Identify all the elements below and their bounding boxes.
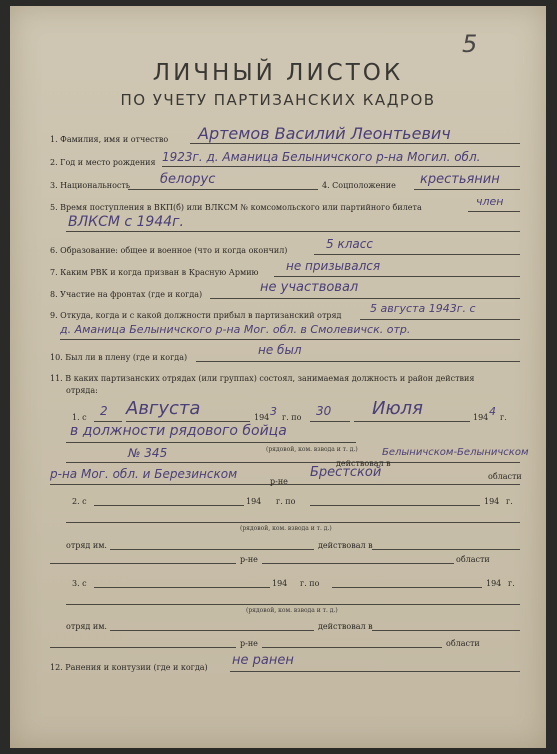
f5-line-a: [468, 211, 520, 212]
f6-value: 5 класс: [326, 237, 373, 251]
entry2-g: г.: [506, 497, 513, 506]
f10-value: не был: [258, 343, 302, 357]
entry1-po: г. по: [282, 413, 302, 422]
entry2-to-line: [310, 505, 480, 506]
f2-label: 2. Год и место рождения: [50, 158, 156, 167]
entry3-otryad-line: [110, 630, 314, 631]
entry2-region-line-a: [50, 563, 236, 564]
entry3-region-line-a: [50, 647, 236, 648]
entry2-prefix: 2. с: [72, 497, 87, 506]
f2-value: 1923г. д. Аманица Белыничского р-на Могил. обл.: [162, 150, 481, 164]
f5-value-a: член: [476, 195, 504, 208]
entry2-otryad-line: [110, 549, 314, 550]
entry3-region-line-b: [262, 647, 442, 648]
entry1-month2-line: [354, 421, 470, 422]
entry1-position: в должности рядового бойца: [70, 423, 287, 439]
entry2-year2: 194: [484, 497, 500, 506]
entry2-from-line: [94, 505, 244, 506]
f6-line: [314, 254, 520, 255]
entry1-day: 2: [100, 404, 108, 418]
f12-line: [230, 671, 520, 672]
entry3-rne: р-не: [240, 639, 258, 648]
entry1-month-line: [126, 421, 250, 422]
page-title: ЛИЧНЫЙ ЛИСТОК: [152, 60, 404, 86]
entry1-year-suffix: 3: [270, 405, 277, 418]
f3-line: [128, 189, 318, 190]
entry3-from-line: [94, 587, 270, 588]
entry3-prefix: 3. с: [72, 579, 87, 588]
entry2-caption: (рядовой, ком. взвода и т. д.): [240, 525, 332, 532]
entry3-year: 194: [272, 579, 288, 588]
f1-value: Артемов Василий Леонтьевич: [198, 124, 451, 143]
entry3-oblasti: области: [446, 639, 480, 648]
f9-value-a: 5 августа 1943г. с: [370, 302, 476, 315]
entry1-otryad-number: № 345: [128, 446, 168, 460]
f5-value-b: ВЛКСМ с 1944г.: [68, 214, 184, 230]
entry1-region-b: р-на Мог. обл. и Березинском: [50, 467, 238, 481]
f9-line-b: [60, 339, 520, 340]
entry1-year2-suffix: 4: [489, 405, 496, 418]
entry3-action: действовал в: [318, 622, 373, 631]
f5-label: 5. Время поступления в ВКП(б) или ВЛКСМ № комсомольского или партийного билета: [50, 203, 422, 212]
entry2-otryad: отряд им.: [66, 541, 107, 550]
entry2-po: г. по: [276, 497, 296, 506]
entry2-rne: р-не: [240, 555, 258, 564]
entry1-year2-prefix: 194: [473, 413, 489, 422]
entry3-to-line: [332, 587, 482, 588]
f3-label: 3. Национальность: [50, 181, 131, 190]
f2-line: [162, 166, 520, 167]
entry1-day2: 30: [316, 404, 332, 418]
entry3-position-line: [66, 604, 520, 605]
entry1-prefix: 1. с: [72, 413, 87, 422]
entry1-action: действовал в: [336, 459, 391, 468]
f1-line: [190, 143, 520, 144]
f4-label: 4. Соцположение: [322, 181, 396, 190]
f8-line: [210, 298, 520, 299]
entry1-month: Августа: [126, 398, 201, 419]
f3-value: белорус: [160, 172, 216, 187]
entry1-month2: Июля: [372, 398, 423, 419]
entry3-g: г.: [508, 579, 515, 588]
f5-line-b: [66, 231, 520, 232]
entry2-action-line: [372, 549, 520, 550]
f4-value: крестьянин: [420, 172, 500, 187]
f12-value: не ранен: [232, 653, 294, 668]
entry1-oblasti: области: [488, 472, 522, 481]
f7-label: 7. Каким РВК и когда призван в Красную Армию: [50, 268, 259, 277]
f11-label-b: отряда:: [66, 386, 98, 395]
f10-label: 10. Был ли в плену (где и когда): [50, 353, 188, 362]
entry3-po: г. по: [300, 579, 320, 588]
f8-value: не участвовал: [260, 280, 359, 295]
f10-line: [196, 361, 520, 362]
entry1-position-line: [66, 442, 356, 443]
f7-line: [274, 276, 520, 277]
entry2-year: 194: [246, 497, 262, 506]
f7-value: не призывался: [286, 259, 381, 273]
form-sheet: [10, 6, 546, 748]
entry1-day-line: [94, 421, 122, 422]
f12-label: 12. Ранения и контузии (где и когда): [50, 663, 208, 672]
entry1-g: г.: [500, 413, 507, 422]
corner-mark: 5: [462, 30, 478, 58]
entry1-year-prefix: 194: [254, 413, 270, 422]
entry1-rne: р-не: [270, 477, 288, 486]
f9-label: 9. Откуда, когда и с какой должности прибыл в партизанский отряд: [50, 311, 342, 320]
entry1-region-a: Белыничском-Белыничском: [382, 447, 529, 458]
f8-label: 8. Участие на фронтах (где и когда): [50, 290, 203, 299]
entry1-caption: (рядовой, ком. взвода и т. д.): [266, 446, 358, 453]
f9-line-a: [360, 319, 520, 320]
entry2-action: действовал в: [318, 541, 373, 550]
f11-label-a: 11. В каких партизанских отрядах (или группах) состоял, занимаемая должность и район действия: [50, 374, 475, 383]
page-subtitle: ПО УЧЕТУ ПАРТИЗАНСКИХ КАДРОВ: [120, 91, 436, 109]
entry2-region-line-b: [262, 563, 454, 564]
entry3-caption: (рядовой, ком. взвода и т. д.): [246, 607, 338, 614]
f1-label: 1. Фамилия, имя и отчество: [50, 135, 169, 144]
entry1-otryad-line: [66, 462, 520, 463]
f4-line: [414, 189, 520, 190]
entry1-region-c: Брестской: [310, 465, 382, 480]
entry1-day2-line: [310, 421, 350, 422]
entry2-position-line: [66, 522, 520, 523]
entry3-year2: 194: [486, 579, 502, 588]
entry3-action-line: [372, 630, 520, 631]
entry2-oblasti: области: [456, 555, 490, 564]
f9-value-b: д. Аманица Белыничского р-на Мог. обл. в Смолевичск. отр.: [60, 323, 411, 336]
f6-label: 6. Образование: общее и военное (что и когда окончил): [50, 246, 288, 255]
entry3-otryad: отряд им.: [66, 622, 107, 631]
